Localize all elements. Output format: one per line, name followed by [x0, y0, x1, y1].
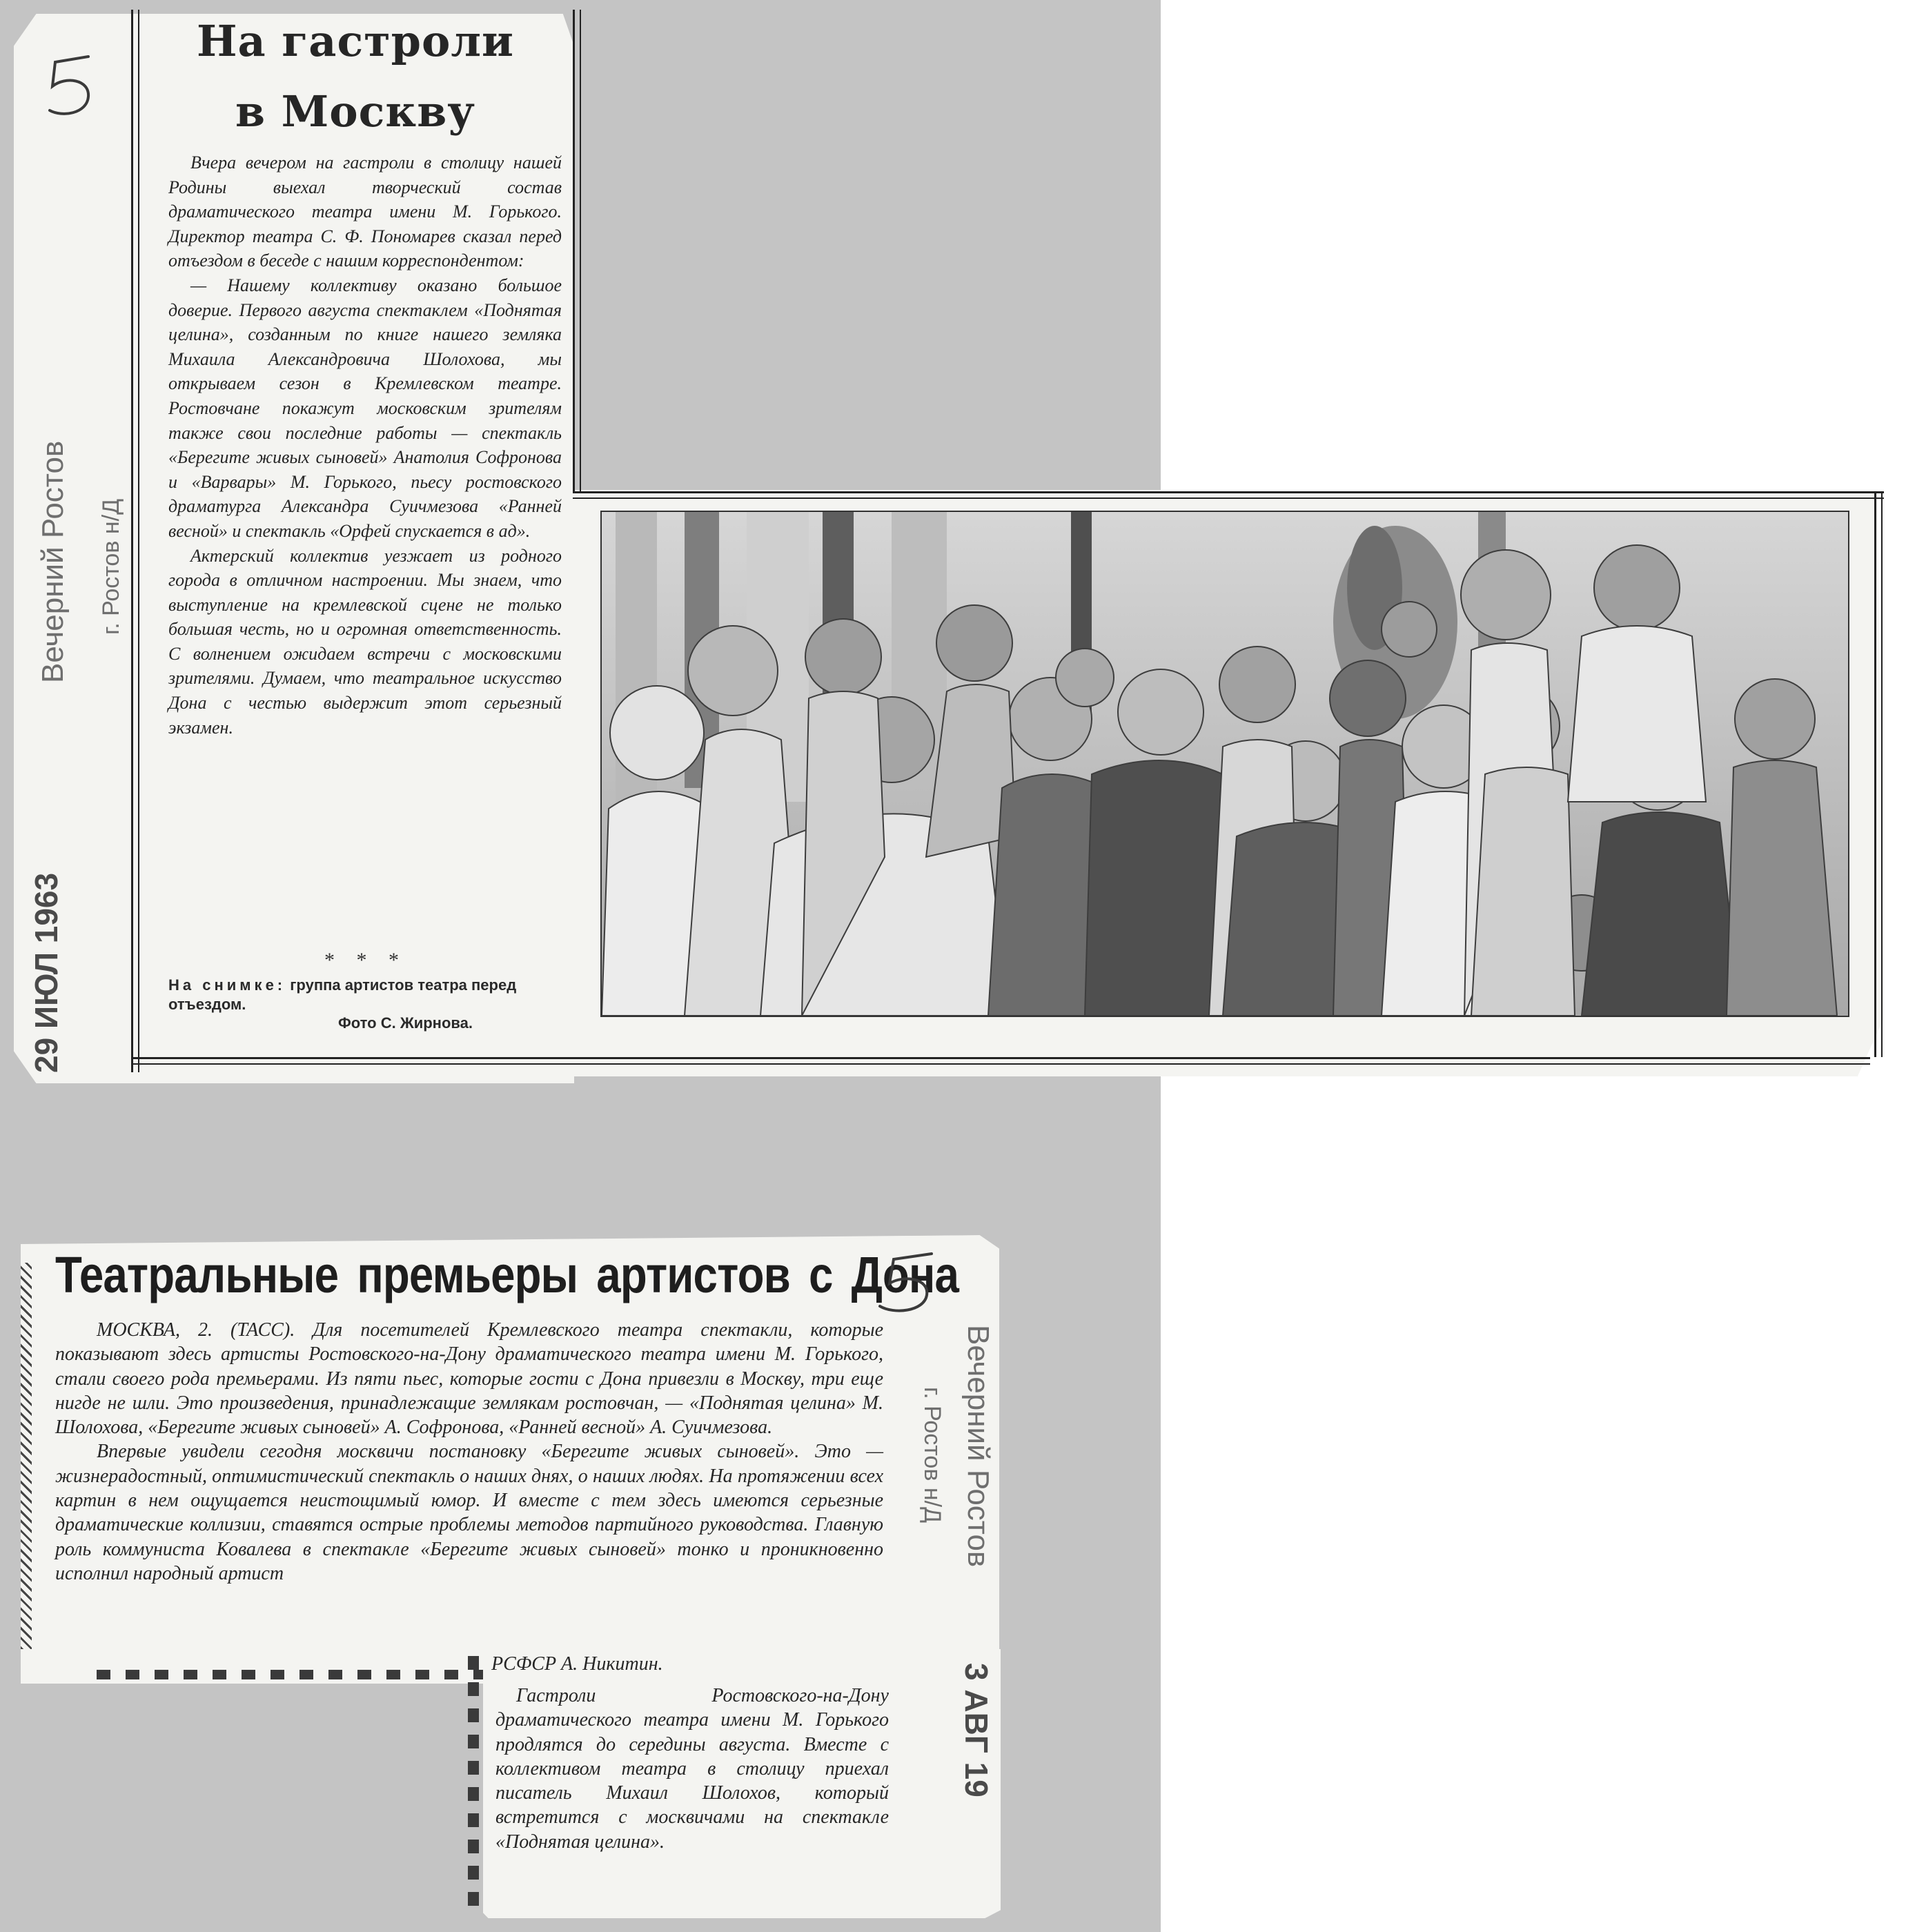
- right-rule-photo: [1874, 491, 1883, 1057]
- bottom-rule: [131, 1057, 1870, 1065]
- headline-line-1: На гастроли: [196, 16, 515, 66]
- newspaper-city-stamp: г. Ростов н/Д: [98, 498, 124, 635]
- section-separator-stars: * * *: [324, 949, 407, 972]
- date-stamp: 29 ИЮЛ 1963: [28, 872, 64, 1073]
- dashed-cut-border-vertical: [468, 1656, 479, 1918]
- dashed-cut-border: [97, 1670, 483, 1679]
- caption-text: группа артистов театра перед отъездом.: [168, 976, 517, 1013]
- group-photo: [600, 511, 1849, 1017]
- newspaper-city-stamp-2: г. Ростов н/Д: [919, 1387, 945, 1524]
- article-body-clipping-2: [55, 1318, 883, 1586]
- group-photo-illustration: [602, 512, 1848, 1016]
- handwritten-number-mark: [35, 48, 104, 124]
- photo-caption: [168, 976, 569, 1014]
- article-body: [168, 150, 562, 740]
- article-paragraph: Впервые увидели сегодня москвичи постановку «Берегите живых сыновей». Это — жизнерадостный, оптимистический спектакль о наших днях, о наших людях. На протяжении всех картин в нем ощущается неистощимый юмор. И вместе с тем здесь имеются серьезные драматические коллизии, ставятся острые проблемы методов партийного руководства. Главную роль коммуниста Ковалева в спектакле «Берегите живых сыновей» тонко и проникновенно исполнил народный артист: [55, 1441, 883, 1584]
- top-rule-photo: [573, 491, 1884, 499]
- column-rule-right: [573, 10, 581, 493]
- date-stamp-2: 3 АВГ 19: [959, 1663, 994, 1797]
- newspaper-source-stamp-2: Вечерний Ростов: [961, 1325, 995, 1568]
- newspaper-source-stamp: Вечерний Ростов: [36, 440, 70, 683]
- caption-lead: На снимке:: [168, 976, 286, 994]
- handwritten-number-mark-2: [866, 1245, 942, 1321]
- article-paragraph: МОСКВА, 2. (ТАСС). Для посетителей Кремлевского театра спектакли, которые показывают здесь артисты Ростовского-на-Дону драматического театра имени М. Горького, стали своего рода премьерами. Из пяти пьес, которые гости с Дона привезли в Москву, три еще нигде не шли. Это произведения, принадлежащие землякам ростовчан, — «Поднятая целина» М. Шолохова, «Берегите живых сыновей» А. Софронова, «Ранней весной» А. Суичмезова.: [55, 1319, 883, 1439]
- photo-credit: Фото С. Жирнова.: [338, 1014, 473, 1032]
- torn-edge-perforation: [21, 1263, 32, 1649]
- article-paragraph: Актерский коллектив уезжает из родного города в отличном настроении. Мы знаем, что выступление на кремлевской сцене не только большая честь, но и огромная ответственность. С волнением ожидаем встречи с московскими зрителями. Думаем, что театральное искусство Дона с честью выдержит этот серьезный экзамен.: [168, 545, 562, 738]
- article-continuation-line: РСФСР А. Никитин.: [491, 1653, 663, 1675]
- column-rule-left: [131, 10, 139, 1072]
- headline-clipping-2: Театральные премьеры артистов с Дона: [55, 1246, 959, 1303]
- article-paragraph: Вчера вечером на гастроли в столицу нашей Родины выехал творческий состав драматического театра имени М. Горького. Директор театра С. Ф. Пономарев сказал перед отъездом в беседе с нашим корреспондентом:: [168, 152, 562, 271]
- article-paragraph: — Нашему коллективу оказано большое доверие. Первого августа спектаклем «Поднятая целина», созданным по книге нашего земляка Михаила Александровича Шолохова, мы открываем сезон в Кремлевском театре. Ростовчане покажут московским зрителям также свои последние работы — спектакль «Берегите живых сыновей» Анатолия Софронова и «Варвары» М. Горького, пьесу ростовского драматурга Александра Суичмезова «Ранней весной» и спектакль «Орфей спускается в ад».: [168, 275, 562, 541]
- headline-line-2: в Москву: [235, 86, 475, 137]
- article-final-paragraph: [495, 1684, 889, 1854]
- article-paragraph: Гастроли Ростовского-на-Дону драматического театра имени М. Горького продлятся до середины августа. Вместе с коллективом театра в столицу приехал писатель Михаил Шолохов, который встретится с москвичами на спектакле «Поднятая целина».: [495, 1685, 889, 1853]
